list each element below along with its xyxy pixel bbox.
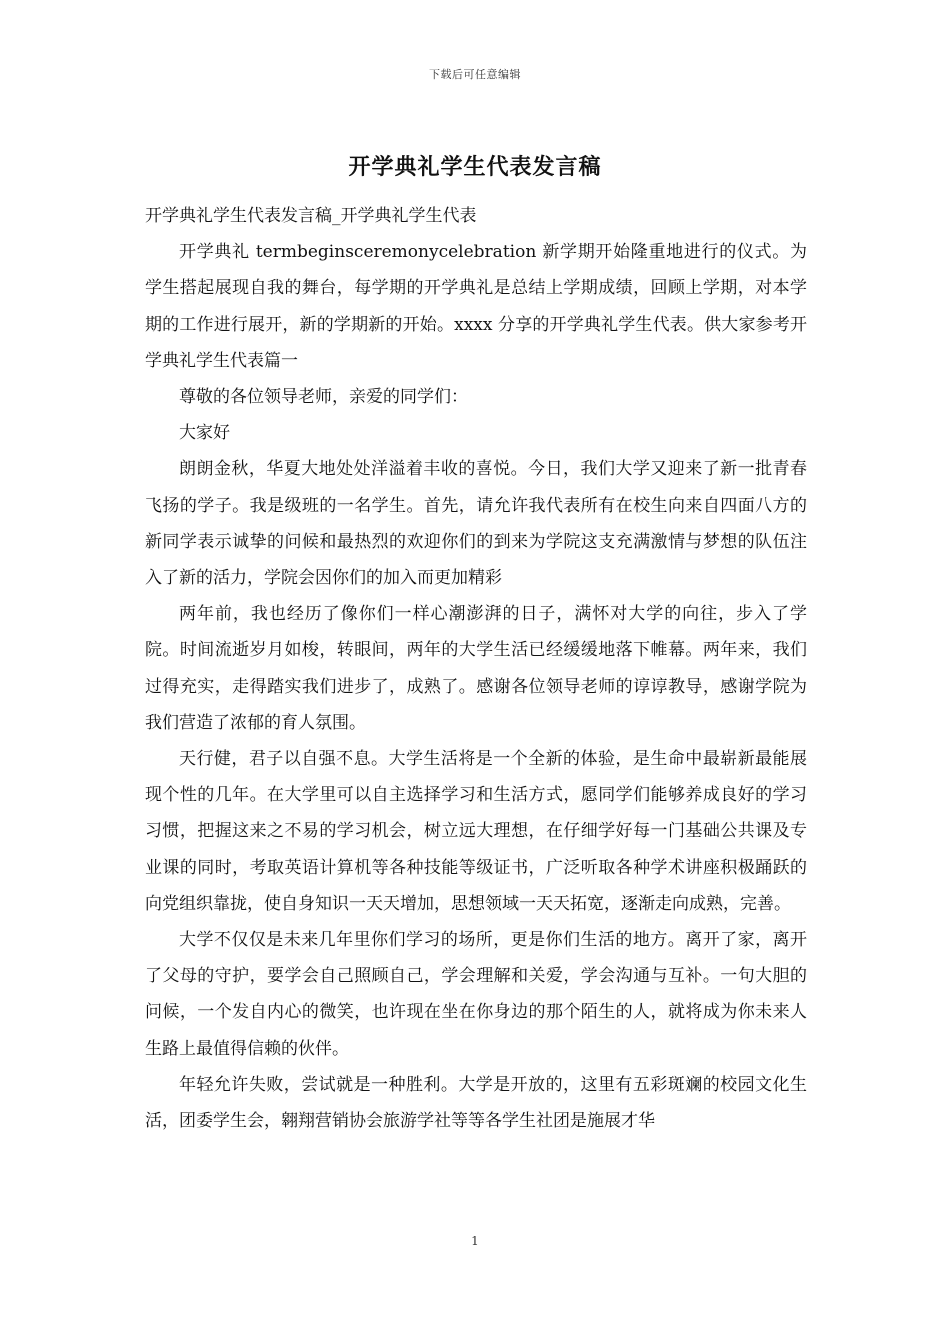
document-body bbox=[145, 198, 807, 1139]
page-number: 1 bbox=[471, 1234, 479, 1248]
paragraph-welcome: 朗朗金秋，华夏大地处处洋溢着丰收的喜悦。今日，我们大学又迎来了新一批青春飞扬的学子。我是级班的一名学生。首先，请允许我代表所有在校生向来自四面八方的新同学表示诚挚的问候和最热烈的欢迎你们的到来为学院这支充满激情与梦想的队伍注入了新的活力，学院会因你们的加入而更加精彩 bbox=[145, 459, 807, 589]
document-title: 开学典礼学生代表发言稿 bbox=[348, 154, 602, 180]
paragraph-salutation: 尊敬的各位领导老师，亲爱的同学们： bbox=[179, 387, 468, 408]
document-subtitle: 开学典礼学生代表发言稿_开学典礼学生代表 bbox=[145, 206, 477, 226]
paragraph-youth: 年轻允许失败，尝试就是一种胜利。大学是开放的，这里有五彩斑斓的校园文化生活，团委学生会，翱翔营销协会旅游学社等等各学生社团是施展才华 bbox=[145, 1074, 807, 1132]
header-note: 下载后可任意编辑 bbox=[429, 68, 521, 81]
paragraph-intro: 开学典礼 termbeginsceremonycelebration 新学期开始隆重地进行的仪式。为学生搭起展现自我的舞台，每学期的开学典礼是总结上学期成绩，回顾上学期，对本学期的工作进行展开，新的学期新的开始。xxxx 分享的开学典礼学生代表。供大家参考开学典礼学生代表篇一 bbox=[145, 242, 807, 371]
paragraph-two-years-ago: 两年前，我也经历了像你们一样心潮澎湃的日子，满怀对大学的向往，步入了学院。时间流逝岁月如梭，转眼间，两年的大学生活已经缓缓地落下帷幕。两年来，我们过得充实，走得踏实我们进步了，成熟了。感谢各位领导老师的谆谆教导，感谢学院为我们营造了浓郁的育人氛围。 bbox=[145, 604, 807, 733]
paragraph-college-life: 大学不仅仅是未来几年里你们学习的场所，更是你们生活的地方。离开了家，离开了父母的守护，要学会自己照顾自己，学会理解和关爱，学会沟通与互补。一句大胆的问候，一个发自内心的微笑，也许现在坐在你身边的那个陌生的人，就将成为你未来人生路上最值得信赖的伙伴。 bbox=[145, 930, 807, 1059]
paragraph-greeting: 大家好 bbox=[179, 423, 230, 444]
paragraph-self-improvement: 天行健，君子以自强不息。大学生活将是一个全新的体验，是生命中最崭新最能展现个性的几年。在大学里可以自主选择学习和生活方式，愿同学们能够养成良好的学习习惯，把握这来之不易的学习机会，树立远大理想，在仔细学好每一门基础公共课及专业课的同时，考取英语计算机等各种技能等级证书，广泛听取各种学术讲座积极踊跃的向党组织靠拢，使自身知识一天天增加，思想领域一天天拓宽，逐渐走向成熟，完善。 bbox=[145, 749, 807, 914]
